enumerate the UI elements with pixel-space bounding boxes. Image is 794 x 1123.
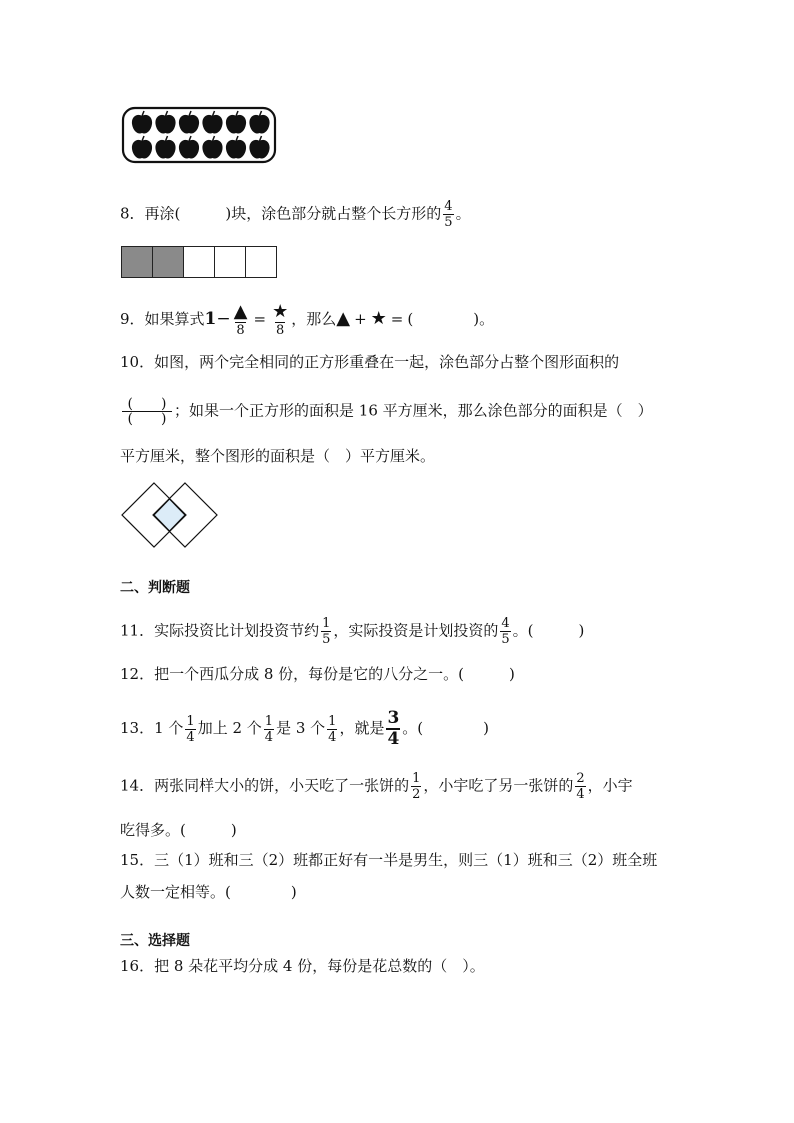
- apple-icon: [226, 115, 246, 134]
- triangle-icon: ▲: [336, 308, 351, 329]
- question-16: 16．把 8 朵花平均分成 4 份，每份是花总数的（ ）。: [120, 957, 485, 975]
- rectangle-bar: [121, 246, 277, 278]
- apple-icon: [132, 140, 152, 159]
- apple-icon: [132, 115, 152, 134]
- question-13: 13．1 个 $\frac{1}{4}$ 加上 2 个 $\frac{1}{4}$ 是 3 个 $\frac{1}{4}$ ，就是 $\frac{3}{4}$ 。( ): [120, 708, 490, 749]
- question-8: 8．再涂( )块，涂色部分就占整个长方形的 $\frac{4}{5}$ 。: [120, 199, 471, 230]
- apple-tray-figure: [121, 106, 277, 164]
- section-2-heading: 二、判断题: [120, 580, 190, 596]
- apple-icon: [226, 140, 246, 159]
- blank-fraction: $\frac{( )}{( )}$: [122, 397, 172, 426]
- fraction-4-5: $\frac{4}{5}$: [444, 199, 453, 230]
- star-icon: ★: [370, 308, 387, 329]
- apple-icon: [249, 140, 269, 159]
- apple-icon: [155, 140, 175, 159]
- shaded-cell: [122, 247, 152, 277]
- triangle-icon: ▲: [233, 301, 248, 322]
- question-15-line-2: 人数一定相等。( ): [120, 883, 297, 901]
- question-15-line-1: 15．三（1）班和三（2）班都正好有一半是男生，则三（1）班和三（2）班全班: [120, 851, 658, 869]
- apple-icons: [132, 111, 270, 159]
- blank-cell: [245, 247, 276, 277]
- question-10-line-1: 10．如图，两个完全相同的正方形重叠在一起，涂色部分占整个图形面积的: [120, 353, 620, 371]
- blank-cell: [183, 247, 214, 277]
- apple-icon: [202, 140, 222, 159]
- apple-icon: [202, 115, 222, 134]
- blank-cell: [214, 247, 245, 277]
- section-3-heading: 三、选择题: [120, 933, 190, 949]
- overlapping-squares-figure: [121, 482, 219, 548]
- apple-icon: [249, 115, 269, 134]
- question-14-line-2: 吃得多。( ): [120, 821, 237, 839]
- question-14-line-1: 14．两张同样大小的饼，小天吃了一张饼的 $\frac{1}{2}$ ，小宇吃了另一张饼的 $\frac{2}{4}$ ，小宇: [120, 771, 633, 802]
- apple-icon: [155, 115, 175, 134]
- shaded-cell: [152, 247, 183, 277]
- question-10-line-2: $\frac{( )}{( )}$ ；如果一个正方形的面积是 16 平方厘米，那么涂色部分的面积是（ ）: [120, 397, 653, 426]
- apple-icon: [179, 115, 199, 134]
- question-12: 12．把一个西瓜分成 8 份，每份是它的八分之一。( ): [120, 665, 515, 683]
- question-10-line-3: 平方厘米，整个图形的面积是（ ）平方厘米。: [120, 447, 436, 465]
- star-icon: ★: [272, 301, 289, 322]
- apple-icon: [179, 140, 199, 159]
- question-9: 9．如果算式1− $\frac{▲}{8}$ = $\frac{★}{8}$ ，那么▲ + ★ = ( )。: [120, 301, 495, 338]
- question-11: 11．实际投资比计划投资节约 $\frac{1}{5}$ ，实际投资是计划投资的 $\frac{4}{5}$ 。( ): [120, 616, 585, 647]
